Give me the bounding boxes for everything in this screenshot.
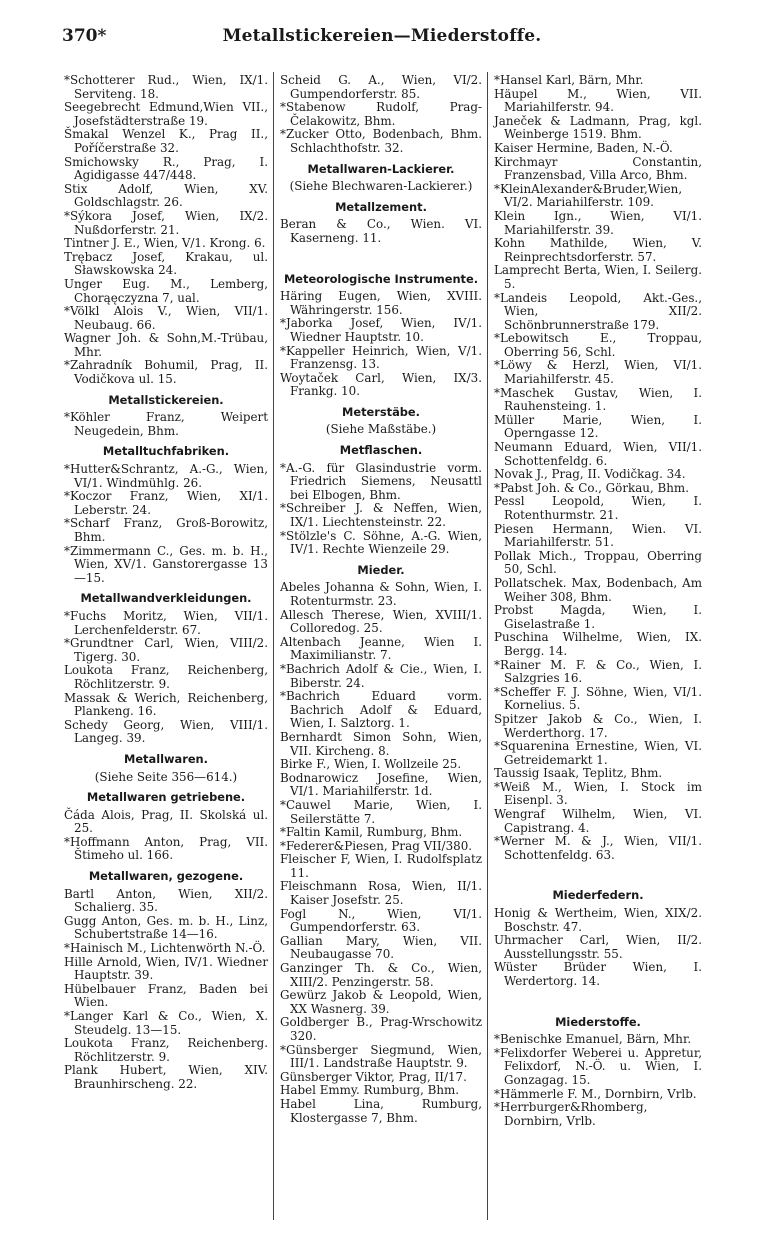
directory-entry: Bartl Anton, Wien, XII/2. Schalierg. 35. — [64, 886, 268, 915]
spacer — [494, 862, 702, 882]
directory-entry: *Köhler Franz, Weipert Neugedein, Bhm. — [64, 410, 268, 438]
directory-entry: Fleischer F, Wien, I. Rudolfsplatz 11. — [280, 852, 482, 880]
directory-entry: Allesch Therese, Wien, XVIII/1. Colloredog. 25. — [280, 607, 482, 636]
directory-entry: Tintner J. E., Wien, V/1. Krong. 6. — [64, 236, 266, 251]
directory-entry: *Fuchs Moritz, Wien, VII/1. Lerchenfelderstr. 67. — [64, 608, 268, 637]
directory-entry: Neumann Eduard, Wien, VII/1. Schottenfeldg. 6. — [494, 440, 702, 468]
page-header — [62, 26, 702, 54]
directory-entry: *Jaborka Josef, Wien, IV/1. Wiedner Hauptstr. 10. — [280, 316, 482, 344]
directory-entry: *Weiß M., Wien, I. Stock im Eisenpl. 3. — [494, 779, 702, 808]
column-divider — [487, 72, 488, 1220]
directory-entry: *Hutter&Schrantz, A.-G., Wien, VI/1. Windmühlg. 26. — [64, 462, 268, 490]
directory-entry: Wengraf Wilhelm, Wien, VI. Capistrang. 4. — [494, 807, 702, 835]
directory-entry: *Löwy & Herzl, Wien, VI/1. Mariahilferstr. 45. — [494, 358, 702, 387]
directory-entry: Taussig Isaak, Teplitz, Bhm. — [494, 766, 663, 781]
directory-entry: Altenbach Jeanne, Wien I. Maximilianstr. 7. — [280, 634, 482, 663]
directory-entry: Massak & Werich, Reichenberg, Plankeng. 16. — [64, 690, 268, 719]
directory-entry: Janeček & Ladmann, Prag, kgl. Weinberge 1519. Bhm. — [494, 113, 702, 142]
cross-reference-note: (Siehe Seite 356—614.) — [94, 769, 238, 784]
directory-entry: Gewürz Jakob & Leopold, Wien, XX Wasnerg. 39. — [280, 988, 482, 1016]
directory-entry: *Rainer M. F. & Co., Wien, I. Salzgries 16. — [494, 657, 702, 686]
section-heading: Metallstickereien. — [108, 392, 224, 407]
directory-entry: Woytaček Carl, Wien, IX/3. Frankg. 10. — [280, 370, 482, 399]
directory-entry: *Squarenina Ernestine, Wien, VI. Getreidemarkt 1. — [494, 739, 702, 767]
section-heading: Metflaschen. — [339, 443, 423, 458]
section-heading: Metallwaren. — [124, 751, 208, 766]
directory-entry: *Faltin Kamil, Rumburg, Bhm. — [280, 825, 463, 840]
directory-entry: *Hoffmann Anton, Prag, VII. Štimeho ul. 166. — [64, 834, 268, 863]
directory-entry: Abeles Johanna & Sohn, Wien, I. Rotenturmstr. 23. — [280, 580, 482, 608]
directory-entry: Spitzer Jakob & Co., Wien, I. Werderthorg. 17. — [494, 711, 702, 740]
directory-entry: *Scharf Franz, Groß-Borowitz, Bhm. — [64, 516, 268, 544]
directory-entry: Scheid G. A., Wien, VI/2. Gumpendorferstr. 85. — [280, 73, 482, 101]
section-heading: Miederstoffe. — [555, 1014, 641, 1029]
section-heading: Metalltuchfabriken. — [102, 444, 230, 459]
directory-entry: Günsberger Viktor, Prag, II/17. — [280, 1069, 467, 1084]
directory-entry: *Zucker Otto, Bodenbach, Bhm. Schlachthofstr. 32. — [280, 127, 482, 155]
directory-entry: Smichowsky R., Prag, I. Agidigasse 447/448. — [64, 154, 268, 183]
directory-entry: *Benischke Emanuel, Bärn, Mhr. — [494, 1032, 692, 1047]
directory-entry: Müller Marie, Wien, I. Operngasse 12. — [494, 412, 702, 441]
directory-entry: *Völkl Alois V., Wien, VII/1. Neubaug. 66. — [64, 304, 268, 332]
section-heading: Metallwaren getriebene. — [86, 790, 246, 805]
directory-entry: *Grundtner Carl, Wien, VIII/2. Tigerg. 30. — [64, 636, 268, 664]
directory-entry: Ganzinger Th. & Co., Wien, XIII/2. Penzingerstr. 58. — [280, 961, 482, 989]
directory-entry: Pollak Mich., Troppau, Oberring 50, Schl. — [494, 548, 702, 577]
spacer — [280, 246, 482, 266]
directory-entry: *Koczor Franz, Wien, XI/1. Leberstr. 24. — [64, 489, 268, 517]
directory-entry: Novak J., Prag, II. Vodičkag. 34. — [494, 467, 686, 482]
directory-entry: *A.-G. für Glasindustrie vorm. Friedrich Siemens, Neusattl bei Elbogen, Bhm. — [280, 460, 482, 502]
directory-entry: *Sýkora Josef, Wien, IX/2. Nußdorferstr. 21. — [64, 208, 268, 237]
spacer — [494, 989, 702, 1009]
directory-entry: Hille Arnold, Wien, IV/1. Wiedner Hauptstr. 39. — [64, 954, 268, 983]
section-heading: Meterstäbe. — [342, 404, 420, 419]
directory-entry: *Lebowitsch E., Troppau, Oberring 56, Schl. — [494, 331, 702, 359]
directory-entry: Kaiser Hermine, Baden, N.-Ö. — [494, 140, 673, 155]
cross-reference-note: (Siehe Blechwaren-Lackierer.) — [289, 179, 473, 194]
section-heading: Mieder. — [357, 562, 405, 577]
directory-entry: Habel Lina, Rumburg, Klostergasse 7, Bhm. — [280, 1096, 482, 1125]
section-heading: Metallwaren, gezogene. — [88, 869, 244, 884]
section-heading: Meteorologische Instrumente. — [283, 271, 479, 286]
directory-entry: Habel Emmy. Rumburg, Bhm. — [280, 1083, 460, 1098]
directory-entry: *KleinAlexander&Bruder,Wien, VI/2. Mariahilferstr. 109. — [494, 181, 683, 210]
directory-entry: Plank Hubert, Wien, XIV. Braunhirscheng. 22. — [64, 1063, 268, 1091]
directory-entry: Honig & Wertheim, Wien, XIX/2. Boschstr. 47. — [494, 906, 702, 934]
directory-entry: Seegebrecht Edmund,Wien VII., Josefstädterstraße 19. — [64, 100, 268, 128]
directory-entry: *Zimmermann C., Ges. m. b. H., Wien, XV/1. Ganstorergasse 13—15. — [64, 543, 268, 585]
directory-entry: *Cauwel Marie, Wien, I. Seilerstätte 7. — [280, 797, 482, 826]
directory-entry: Kohn Mathilde, Wien, V. Reinprechtsdorferstr. 57. — [494, 236, 702, 264]
page-number: 370* — [62, 26, 107, 46]
directory-entry: Loukota Franz, Reichenberg. Röchlitzerstr. 9. — [64, 1036, 268, 1064]
directory-entry: Kirchmayr Constantin, Franzensbad, Villa Arco, Bhm. — [494, 154, 702, 183]
directory-entry: *Werner M. & J., Wien, VII/1. Schottenfeldg. 63. — [494, 834, 702, 862]
cross-reference-note: (Siehe Maßstäbe.) — [325, 422, 437, 437]
directory-entry: *Bachrich Adolf & Cie., Wien, I. Biberstr. 24. — [280, 661, 482, 690]
column-3 — [494, 74, 702, 1128]
directory-entry: Birke F., Wien, I. Wollzeile 25. — [280, 757, 462, 772]
section-heading: Metallwandverkleidungen. — [80, 591, 252, 606]
directory-entry: Uhrmacher Carl, Wien, II/2. Ausstellungsstr. 55. — [494, 933, 702, 961]
directory-entry: *Günsberger Siegmund, Wien, III/1. Landstraße Hauptstr. 9. — [280, 1042, 482, 1071]
page-title: Metallstickereien—Miederstoffe. — [222, 26, 542, 46]
directory-entry: *Maschek Gustav, Wien, I. Rauhensteing. 1. — [494, 385, 702, 414]
directory-entry: Pessl Leopold, Wien, I. Rotenthurmstr. 21. — [494, 494, 702, 522]
directory-entry: Lamprecht Berta, Wien, I. Seilerg. 5. — [494, 263, 702, 291]
directory-entry: Wagner Joh. & Sohn,M.-Trübau, Mhr. — [64, 331, 268, 359]
directory-entry: Häupel M., Wien, VII. Mariahilferstr. 94. — [494, 86, 702, 115]
column-2 — [280, 74, 482, 1125]
directory-entry: *Landeis Leopold, Akt.-Ges., Wien, XII/2. Schönbrunnerstraße 179. — [494, 290, 702, 332]
directory-entry: *Kappeller Heinrich, Wien, V/1. Franzensg. 13. — [280, 343, 482, 372]
directory-entry: Čáda Alois, Prag, II. Skolská ul. 25. — [64, 807, 268, 836]
directory-entry: Klein Ign., Wien, VI/1. Mariahilferstr. 39. — [494, 208, 702, 237]
directory-entry: *Herrburger&Rhomberg, Dornbirn, Vrlb. — [494, 1100, 648, 1128]
directory-entry: Loukota Franz, Reichenberg, Röchlitzerstr. 9. — [64, 663, 268, 691]
section-heading: Miederfedern. — [552, 888, 644, 903]
directory-entry: *Bachrich Eduard vorm. Bachrich Adolf & Eduard, Wien, I. Salztorg. 1. — [280, 689, 482, 731]
directory-entry: *Langer Karl & Co., Wien, X. Steudelg. 13—15. — [64, 1009, 268, 1037]
directory-entry: *Hämmerle F. M., Dornbirn, Vrlb. — [494, 1086, 697, 1101]
directory-entry: Gallian Mary, Wien, VII. Neubaugasse 70. — [280, 933, 482, 962]
section-heading: Metallwaren-Lackierer. — [307, 161, 455, 176]
directory-entry: Häring Eugen, Wien, XVIII. Währingerstr. 156. — [280, 289, 482, 317]
directory-entry: Bernhardt Simon Sohn, Wien, VII. Kircheng. 8. — [280, 729, 482, 758]
directory-entry: Bodnarowicz Josefine, Wien, VI/1. Mariahilferstr. 1d. — [280, 770, 482, 799]
directory-entry: Trębacz Josef, Krakau, ul. Sławskowska 24. — [64, 249, 268, 278]
directory-entry: *Schreiber J. & Neffen, Wien, IX/1. Liechtensteinstr. 22. — [280, 501, 482, 530]
directory-entry: Schedy Georg, Wien, VIII/1. Langeg. 39. — [64, 717, 268, 746]
directory-entry: *Felixdorfer Weberei u. Appretur, Felixdorf, N.-Ö. u. Wien, I. Gonzagag. 15. — [494, 1045, 702, 1087]
directory-entry: Fleischmann Rosa, Wien, II/1. Kaiser Josefstr. 25. — [280, 879, 482, 908]
directory-entry: *Hainisch M., Lichtenwörth N.-Ö. — [64, 941, 266, 956]
directory-entry: Stix Adolf, Wien, XV. Goldschlagstr. 26. — [64, 181, 268, 210]
directory-entry: Wüster Brüder Wien, I. Werdertorg. 14. — [494, 960, 702, 988]
directory-entry: Beran & Co., Wien. VI. Kaserneng. 11. — [280, 217, 482, 245]
directory-entry: *Hansel Karl, Bärn, Mhr. — [494, 73, 644, 87]
directory-entry: *Federer&Piesen, Prag VII/380. — [280, 838, 473, 853]
directory-entry: Probst Magda, Wien, I. Giselastraße 1. — [494, 603, 702, 631]
directory-entry: Piesen Hermann, Wien. VI. Mariahilferstr. 51. — [494, 521, 702, 550]
directory-entry: *Pabst Joh. & Co., Görkau, Bhm. — [494, 480, 689, 495]
directory-entry: *Zahradník Bohumil, Prag, II. Vodičkova ul. 15. — [64, 358, 268, 387]
directory-entry: Fogl N., Wien, VI/1. Gumpendorferstr. 63. — [280, 906, 482, 935]
directory-entry: *Stabenow Rudolf, Prag-Čelakowitz, Bhm. — [280, 100, 482, 128]
directory-entry: Goldberger B., Prag-Wrschowitz 320. — [280, 1015, 482, 1043]
directory-entry: Puschina Wilhelme, Wien, IX. Bergg. 14. — [494, 630, 702, 658]
column-divider — [273, 72, 274, 1220]
column-1 — [64, 74, 268, 1092]
section-heading: Metallzement. — [335, 199, 427, 214]
directory-entry: *Scheffer F. J. Söhne, Wien, VI/1. Kornelius. 5. — [494, 684, 702, 713]
directory-entry: *Schotterer Rud., Wien, IX/1. Serviteng. 18. — [64, 73, 268, 101]
directory-entry: Pollatschek. Max, Bodenbach, Am Weiher 308, Bhm. — [494, 575, 702, 604]
directory-entry: *Stölzle's C. Söhne, A.-G. Wien, IV/1. Rechte Wienzeile 29. — [280, 528, 482, 557]
directory-entry: Hübelbauer Franz, Baden bei Wien. — [64, 981, 268, 1010]
directory-entry: Šmakal Wenzel K., Prag II., Poříčerstraße 32. — [64, 127, 268, 155]
directory-entry: Unger Eug. M., Lemberg, Chorąęczyzna 7, ual. — [64, 276, 268, 305]
directory-entry: Gugg Anton, Ges. m. b. H., Linz, Schubertstraße 14—16. — [64, 913, 268, 942]
